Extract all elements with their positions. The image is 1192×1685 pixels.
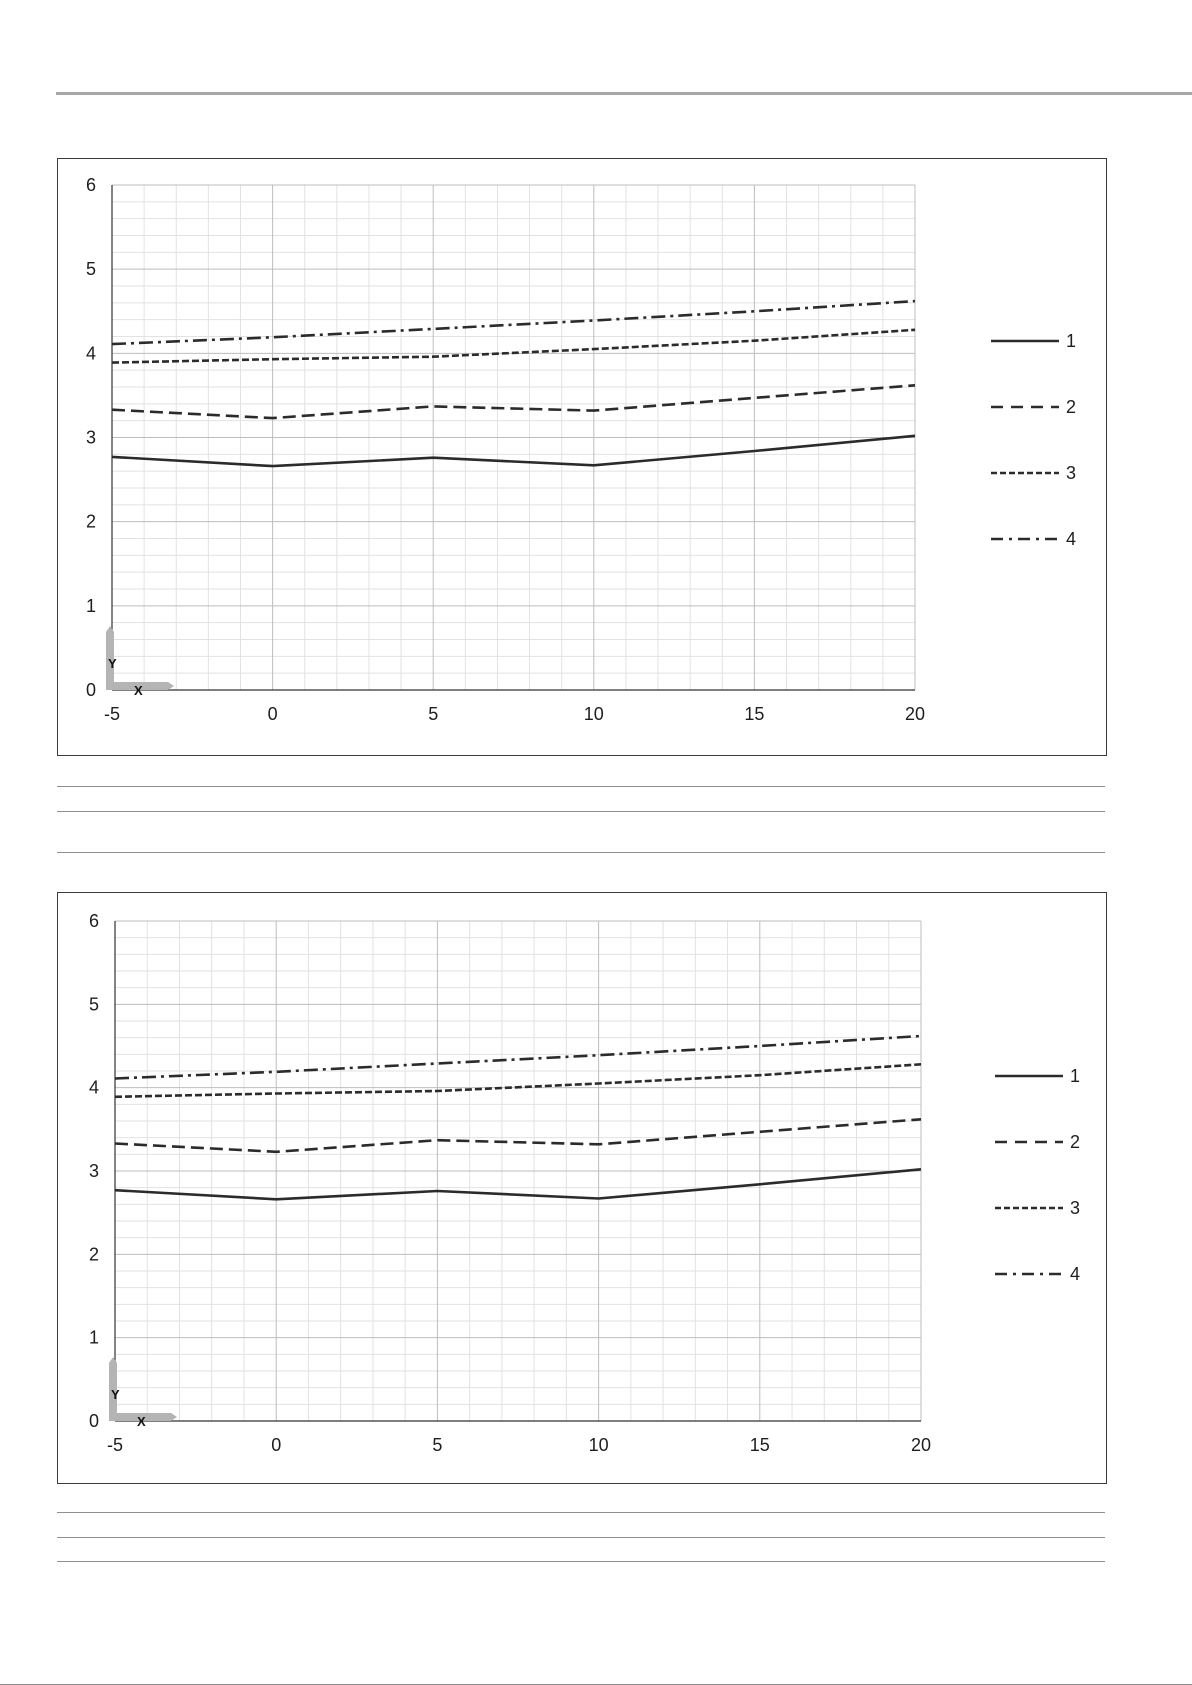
x-tick-label: 0 xyxy=(267,704,278,724)
y-tick-label: 5 xyxy=(85,259,96,280)
y-axis-label: Y xyxy=(108,656,117,671)
x-tick-label: -5 xyxy=(106,1435,124,1455)
line-chart-2 xyxy=(58,893,1106,1483)
y-tick-label: 6 xyxy=(85,175,96,195)
header-rule xyxy=(56,92,1192,95)
series-line-3 xyxy=(112,330,915,363)
series-line-2 xyxy=(115,1119,921,1152)
legend-label-4: 4 xyxy=(1070,1264,1081,1284)
y-tick-label: 2 xyxy=(85,511,96,532)
y-tick-label: 1 xyxy=(85,595,96,616)
y-tick-label: 4 xyxy=(88,1077,99,1098)
x-tick-label: 0 xyxy=(271,1435,282,1455)
x-tick-label: 20 xyxy=(910,1435,932,1455)
series-line-3 xyxy=(115,1064,921,1097)
series-line-1 xyxy=(115,1169,921,1199)
y-tick-label: 2 xyxy=(88,1244,99,1265)
legend-label-1: 1 xyxy=(1066,331,1077,351)
legend-label-1: 1 xyxy=(1070,1066,1081,1086)
y-tick-label: 3 xyxy=(88,1161,99,1181)
y-tick-label: 3 xyxy=(85,427,96,448)
x-tick-label: 10 xyxy=(588,1435,609,1455)
divider-rule xyxy=(57,786,1105,787)
series-line-1 xyxy=(112,436,915,466)
x-axis-label: X xyxy=(137,1414,146,1429)
chart-frame-1 xyxy=(57,158,1107,756)
divider-rule xyxy=(57,1561,1105,1562)
x-tick-label: 10 xyxy=(583,704,604,724)
divider-rule xyxy=(57,1537,1105,1538)
x-tick-label: 15 xyxy=(749,1435,770,1455)
divider-rule xyxy=(57,1512,1105,1513)
legend-label-4: 4 xyxy=(1066,529,1077,549)
y-tick-label: 0 xyxy=(85,680,96,700)
x-tick-label: 5 xyxy=(428,704,439,724)
legend-label-2: 2 xyxy=(1066,397,1077,417)
x-tick-label: 5 xyxy=(432,1435,443,1455)
legend-label-3: 3 xyxy=(1066,463,1077,483)
x-axis-label: X xyxy=(134,683,143,698)
divider-rule xyxy=(57,852,1105,853)
x-tick-label: 15 xyxy=(744,704,765,724)
legend-label-2: 2 xyxy=(1070,1132,1081,1152)
divider-rule xyxy=(57,811,1105,812)
x-tick-label: -5 xyxy=(103,704,121,724)
legend-label-3: 3 xyxy=(1070,1198,1081,1218)
y-tick-label: 6 xyxy=(88,911,99,931)
line-chart-1 xyxy=(58,159,1106,755)
chart-frame-2 xyxy=(57,892,1107,1484)
y-tick-label: 5 xyxy=(88,994,99,1015)
y-tick-label: 4 xyxy=(85,343,96,364)
y-tick-label: 0 xyxy=(88,1411,99,1431)
y-tick-label: 1 xyxy=(88,1327,99,1348)
x-tick-label: 20 xyxy=(904,704,926,724)
series-line-2 xyxy=(112,385,915,418)
y-axis-label: Y xyxy=(111,1387,120,1402)
